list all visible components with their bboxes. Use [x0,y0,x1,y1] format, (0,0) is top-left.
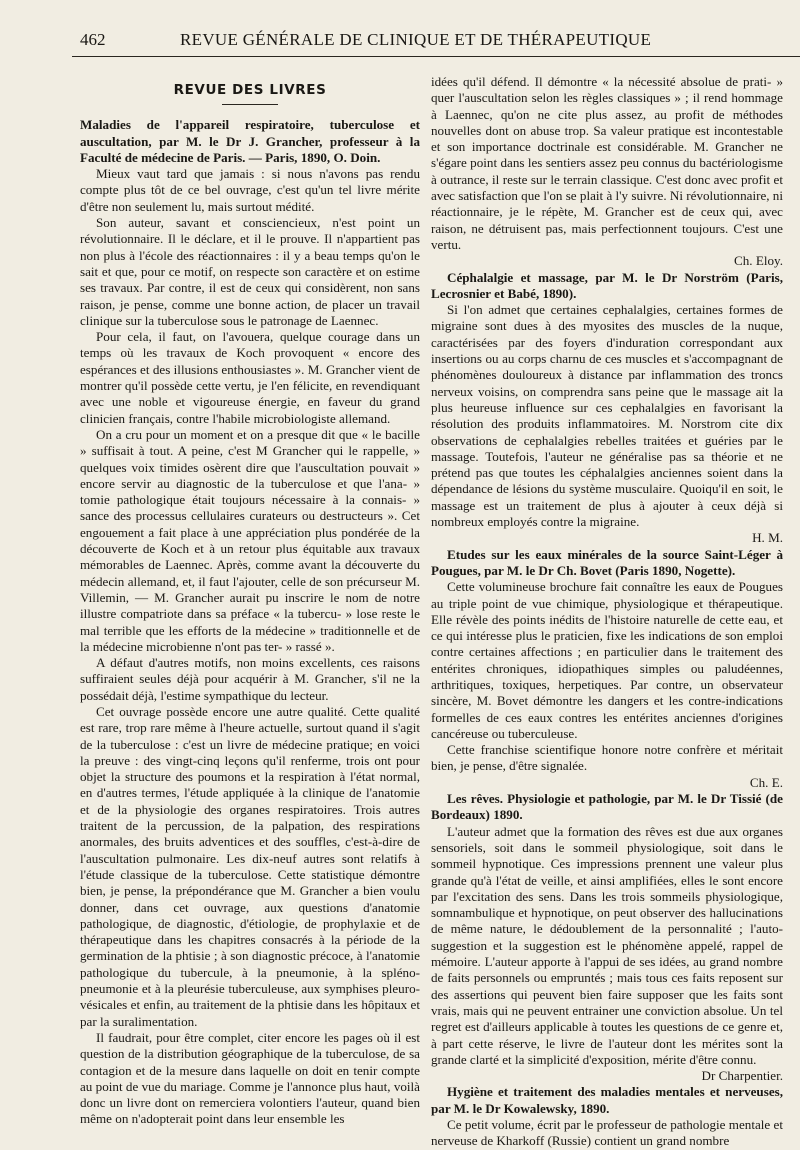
review-grancher-heading: Maladies de l'appareil respiratoire, tuberculose et auscultation, par M. le Dr J. Grancher, professeur à la Faculté de médecine de Paris. — Paris, 1890, O. Doin. [80,117,420,165]
signature: Ch. E. [749,774,783,790]
paragraph: A défaut d'autres motifs, non moins excellents, ces raisons suffiraient seules déjà pour acquérir à M. Grancher, s'il ne la possédait déjà, l'estime sympathique du lecteur. [80,655,420,703]
paragraph: Cet ouvrage possède encore une autre qualité. Cette qualité est rare, trop rare même à l'heure actuelle, surtout quand il s'agit de la tuberculose : c'est un livre de médecine pratique; en voici la preuve : des vingt-cinq leçons qu'il renferme, trois ont pour objet la structure des poumons et la respiration à l'état normal, en d'autres termes, l'étude appliquée à la clinique de l'anatomie et de la physiologie des organes respiratoires. Trois autres traitent de la percussion, de la palpation, des respirations anormales, des bruits adventices et des souffles, c'est-à-dire de l'auscultation pulmonaire. Les dix-neuf autres sont relatifs à l'étude classique de la tuberculose. Cette statistique démontre bien, je pense, la prépondérance que M. Grancher a bien voulu donner, dans cet ouvrage, aux questions d'anatomie pathologique, de diagnostic, d'étiologie, de prophylaxie et de thérapeutique dans les chapitres consacrés à la période de la germination de la phtisie ; à son diagnostic précoce, à l'anatomie pathologique du tubercule, à la pneumonie, à la spléno-pneumonie et à la pleurésie tuberculeuse, aux symphises pleuro-vésicales et enfin, au traitement de la phtisie dans les hôpitaux et par la suralimentation. [80,703,420,1029]
section-title: REVUE DES LIVRES [173,82,327,98]
paragraph: L'auteur admet que la formation des rêves est due aux organes sensoriels, soit dans le sommeil physiologique, soit dans le sommeil hypnotique. Ces impressions prennent une valeur plus grande qu'à l'état de veille, et ainsi amplifiées, elles le sont encore par l'excitation des sens. Dans les trois sommeils physiologique, somnambulique et hypnotique, on peut observer des hallucinations de même nature, le dédoublement de la personnalité ; l'auto-suggestion et la suggestion est le phénomène appelé, rappel de mémoire. L'auteur apporte à l'appui de ses idées, au grand nombre de faits personnels ou empruntés ; mais tous ces faits reposent sur des assertions qui peuvent bien faire supposer que les faits sont vrais, mais qui ne peuvent entrainer une conviction absolue. Un tel regret est d'ailleurs applicable à toutes les questions de ce genre et, à part cette réserve, le livre de l'auteur dont les mérites sont la grande clarté et la simplicité d'exposition, mérite d'être connu. [431,823,783,1067]
paragraph: Ce petit volume, écrit par le professeur de pathologie mentale et nerveuse de Kharkoff (Russie) contient un grand nombre [431,1117,783,1149]
page-number: 462 [80,30,106,49]
paragraph: On a cru pour un moment et on a presque dit que « le bacille » suffisait à tout. A peine, c'est M Grancher qui le rappelle, » quelques voix timides osèrent dire que l'auscultation pouvait » encore servir au diagnostic de la tuberculose et que l'ana- » tomie pathologique était toujours nécessaire à la connais- » sance des processus cellulaires curateurs ou destructeurs ». Cet engouement a fait place à une appréciation plus pondérée de la découverte de Koch et à un retour plus équitable aux travaux mémorables de Laennec. Après, comme avant la découverte du médecin allemand, et, il faut l'ajouter, celle de son précurseur M. Villemin, — M. Grancher aurait pu inscrire le nom de notre illustre compatriote dans sa préface « la tubercu- » lose reste le mal terrible que les efforts de la médecine » traditionnelle et de la médecine microbienne n'ont pas ter- » rassé ». [80,426,420,654]
paragraph: idées qu'il défend. Il démontre « la nécessité absolue de prati- » quer l'auscultation selon les règles classiques » ; il rend hommage à Laennec, qu'on ne cite plus assez, au profit de méthodes nouvelles dont on abuse trop. Sa valeur pratique est incontestable et son importance doctrinale est considérable. M. Grancher ne s'égare point dans les sentiers assez peu connus du bactériologisme à outrance, il reste sur le terrain classique. C'est donc avec profit et avec satisfaction que l'on se plait à l'y suivre. Ni révolutionnaire, ni réactionnaire, je le répète, M. Grancher est de ceux qui, avec raison, ne détruisent pas, mais perfectionnent toujours. C'est une vertu. [431,74,783,252]
left-column [80,62,420,1128]
review-norstrom-heading: Céphalalgie et massage, par M. le Dr Norström (Paris, Lecrosnier et Babé, 1890). [431,269,783,301]
review-tissie-heading: Les rêves. Physiologie et pathologie, par M. le Dr Tissié (de Bordeaux) 1890. [431,791,783,823]
paragraph: Pour cela, il faut, on l'avouera, quelque courage dans un temps où les travaux de Koch provoquent « encore des espérances et des illusions enthousiastes ». M. Grancher vient de montrer qu'il possède cette vertu, je l'en félicite, en revendiquant avec une noble et vigoureuse énergie, en faveur du grand clinicien français, contre l'habile microbiologiste allemand. [80,329,420,426]
page-header [0,0,800,58]
signature: Ch. Eloy. [734,253,783,269]
paragraph: Son auteur, savant et consciencieux, n'est point un révolutionnaire. Il le déclare, et il le prouve. Il n'appartient pas non plus à l'école des réactionnaires : il y a beau temps qu'on le sait et que, pour ce motif, on respecte son caractère et on estime ses travaux. Par contre, il est de ceux qui considèrent, non sans raison, je pense, comme une bonne action, de placer un travail clinique sur la tuberculose sous le patronage de Laennec. [80,215,420,328]
signature: Dr Charpentier. [701,1068,783,1084]
paragraph: Cette volumineuse brochure fait connaître les eaux de Pougues au triple point de vue chimique, physiologique et thérapeutique. Elle révèle des points inédits de l'histoire naturelle de cette eau, et ce qui intéresse plus le praticien, fixe les indications de son emploi contre certaines affections ; en particulier dans le traitement des entérites chroniques, idiopathiques simples ou paludéennes, arthritiques, toxiques, herpetiques. Par contre, un observateur sincère, M. Bovet démontre les dangers et les contre-indications formelles de ces eaux contres les entérites anciennes d'origines cancéreuse ou tuberculeuse. [431,579,783,741]
paragraph: Mieux vaut tard que jamais : si nous n'avons pas rendu compte plus tôt de ce bel ouvrage, c'est qu'un tel livre mérite d'être non seulement lu, mais surtout médité. [80,166,420,214]
review-bovet-heading: Etudes sur les eaux minérales de la source Saint-Léger à Pougues, par M. le Dr Ch. Bovet (Paris 1890, Nogette). [431,546,783,578]
right-column [431,74,783,1150]
header-rule [72,56,800,57]
paragraph: Si l'on admet que certaines cephalalgies, certaines formes de migraine sont dues à des myosites des muscles de la nuque, caractérisées par des foyers d'induration correspondant aux insertions ou au corps charnu de ces muscles et s'accompagnant de phénomènes douloureux à distance par inflammation des troncs nerveux voisins, on comprendra sans peine que le massage ait la plus heureuse influence sur ces cephalalgies en favorisant la résolution des produits inflammatoires. M. Norstrom cite dix observations de cephalalgies rebelles traitées et guéries par le massage. Toutefois, l'auteur ne généralise pas sa théorie et ne prétend pas que toutes les céphalalgies anciennes soient dans la dépendance de lésions du système musculaire. Quoiqu'il en soit, le massage est un traitement de plus à ajouter à ceux déjà si nombreux employés contre la migraine. [431,302,783,530]
review-kowalewsky-heading: Hygiène et traitement des maladies mentales et nerveuses, par M. le Dr Kowalewsky, 1890. [431,1084,783,1116]
paragraph: Il faudrait, pour être complet, citer encore les pages où il est question de la distribution géographique de la tuberculose, de sa contagion et de la mesure dans laquelle on doit en tenir compte au point de vue du mariage. Comme je l'annonce plus haut, voilà donc un livre dont on remerciera volontiers l'auteur, quand bien même on n'adopterait point dans leur ensemble les [80,1029,420,1127]
running-head: REVUE GÉNÉRALE DE CLINIQUE ET DE THÉRAPEUTIQUE [180,30,652,49]
paragraph: Cette franchise scientifique honore notre confrère et méritait bien, je pense, d'être signalée. [431,742,783,774]
title-rule [222,104,278,105]
signature: H. M. [752,530,783,546]
